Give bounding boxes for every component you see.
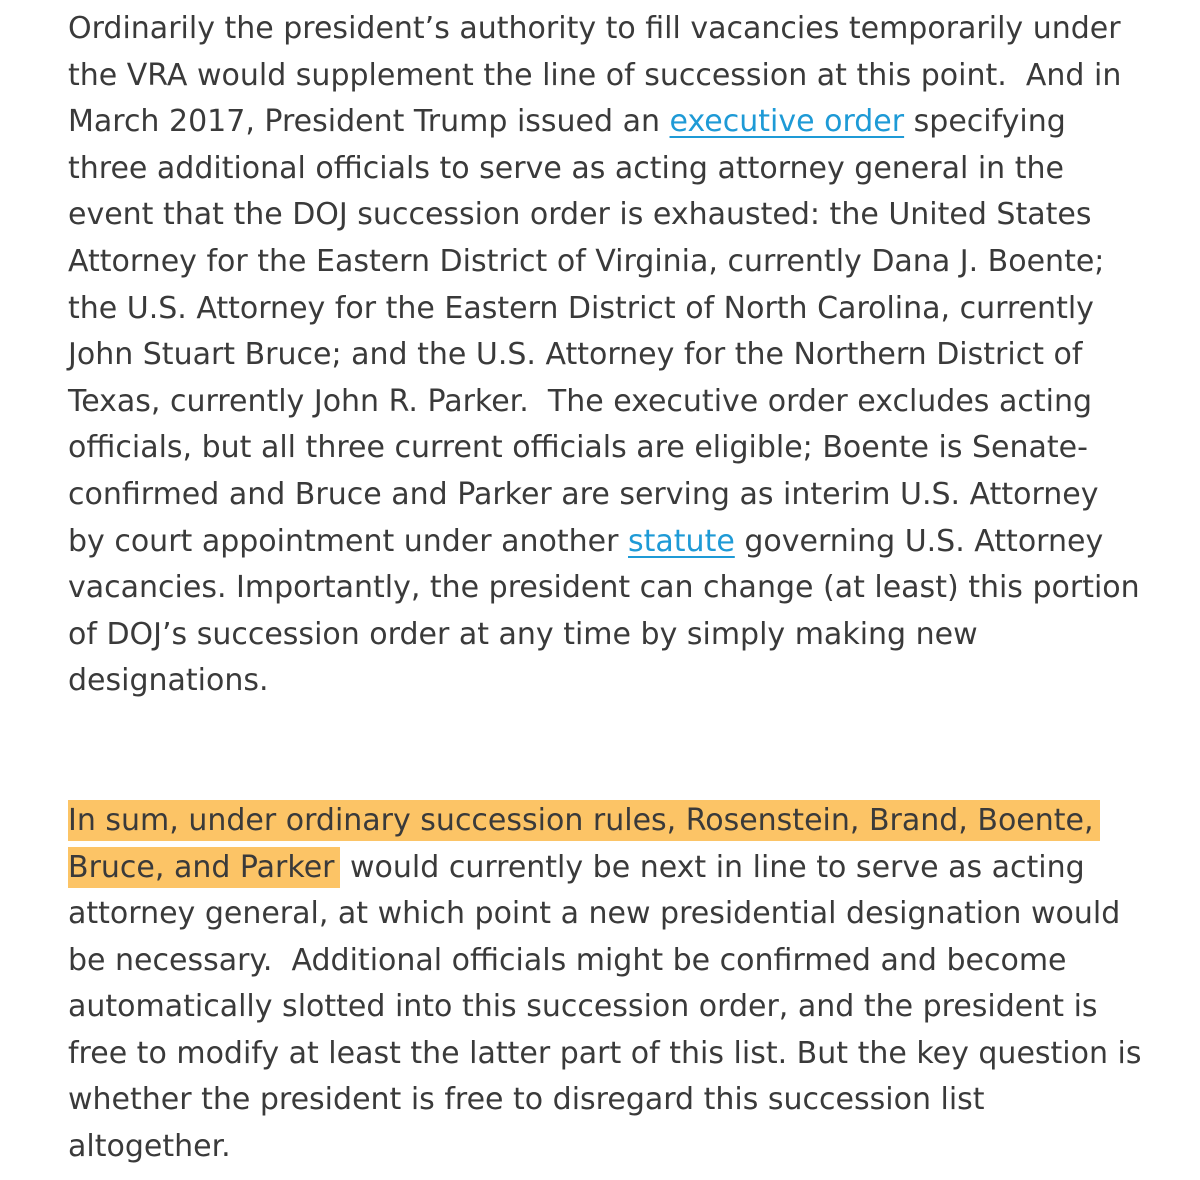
text-line: attorney general, at which point a new presidential designation would	[68, 896, 1121, 932]
text-line: be necessary. Additional officials might be confirmed and become	[68, 942, 1067, 978]
text-line: Ordinarily the president’s authority to fill vacancies temporarily under	[68, 11, 1121, 46]
text-line: Texas, currently John R. Parker. The executive order excludes acting	[68, 383, 1092, 419]
statute-link[interactable]: statute	[628, 523, 735, 559]
executive-order-link[interactable]: executive order	[669, 104, 905, 140]
text-line: designations.	[68, 663, 269, 699]
text-line	[68, 845, 1148, 892]
text-line	[68, 519, 1148, 566]
text-line: altogether.	[68, 1129, 231, 1165]
text-segment: March 2017, President Trump issued an	[68, 104, 670, 140]
text-segment: specifying	[904, 104, 1066, 140]
text-line: three additional officials to serve as acting attorney general in the	[68, 150, 1064, 186]
article-body	[68, 6, 1148, 1171]
text-line: confirmed and Bruce and Parker are serving as interim U.S. Attorney	[68, 476, 1099, 512]
text-line: event that the DOJ succession order is exhausted: the United States	[68, 197, 1092, 233]
text-line	[68, 798, 1148, 845]
text-line: the U.S. Attorney for the Eastern District of North Carolina, currently	[68, 290, 1094, 326]
highlighted-text: Bruce, and Parker	[68, 847, 340, 888]
text-line: John Stuart Bruce; and the U.S. Attorney for the Northern District of	[68, 337, 1083, 373]
text-segment: by court appointment under another	[68, 523, 629, 559]
text-segment: would currently be next in line to serve as acting	[340, 849, 1085, 885]
highlighted-text: In sum, under ordinary succession rules, Rosenstein, Brand, Boente,	[68, 800, 1100, 841]
paragraph-vra-succession	[68, 6, 1148, 705]
text-line	[68, 99, 1148, 146]
text-line: officials, but all three current officials are eligible; Boente is Senate-	[68, 430, 1088, 466]
text-line: vacancies. Importantly, the president can change (at least) this portion	[68, 570, 1140, 606]
text-line: Attorney for the Eastern District of Virginia, currently Dana J. Boente;	[68, 243, 1105, 279]
text-line: free to modify at least the latter part of this list. But the key question is	[68, 1035, 1142, 1071]
text-line: whether the president is free to disregard this succession list	[68, 1082, 985, 1118]
text-line: of DOJ’s succession order at any time by simply making new	[68, 616, 978, 652]
text-line: automatically slotted into this succession order, and the president is	[68, 989, 1098, 1025]
text-segment: governing U.S. Attorney	[734, 523, 1104, 559]
paragraph-summary	[68, 798, 1148, 1171]
text-line: the VRA would supplement the line of succession at this point. And in	[68, 57, 1122, 93]
